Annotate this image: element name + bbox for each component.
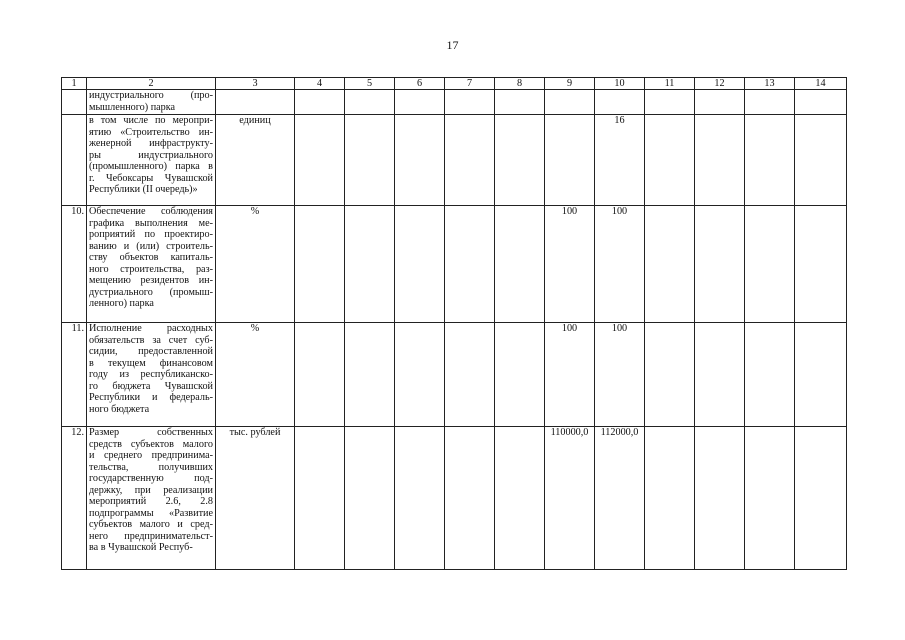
description-line: графика выполнения ме- [89,217,213,229]
value-cell-col-10: 16 [595,115,645,206]
value-cell-col-11 [645,115,695,206]
row-number [62,115,87,206]
description-line: ванию и (или) строитель- [89,240,213,252]
column-header-7: 7 [445,78,495,90]
description-line: ры индустриального [89,149,213,161]
description-line: ленного) парка [89,298,154,309]
value-cell-col-8 [495,427,545,570]
description-line: году из республиканско- [89,369,213,380]
indicator-description [87,206,216,323]
value-cell-col-4 [295,206,345,323]
description-line: субъектов малого и сред- [89,519,213,530]
value-cell-col-5 [345,115,395,206]
table-row [62,323,847,427]
unit-cell [216,90,295,115]
row-number: 12. [62,427,87,570]
table-row [62,427,847,570]
indicator-description [87,427,216,570]
table-row [62,115,847,206]
value-cell-col-6 [395,115,445,206]
value-cell-col-11 [645,206,695,323]
column-header-9: 9 [545,78,595,90]
value-cell-col-10: 112000,0 [595,427,645,570]
column-header-13: 13 [745,78,795,90]
unit-cell: % [216,323,295,427]
value-cell-col-9: 110000,0 [545,427,595,570]
row-number: 11. [62,323,87,427]
description-line: мероприятий 2.6, 2.8 [89,496,213,507]
column-header-4: 4 [295,78,345,90]
indicator-table [61,77,847,570]
value-cell-col-14 [795,206,847,323]
value-cell-col-13 [745,427,795,570]
column-header-12: 12 [695,78,745,90]
value-cell-col-6 [395,427,445,570]
description-line: го бюджета Чувашской [89,380,213,392]
description-line: государственную под- [89,473,213,484]
value-cell-col-12 [695,115,745,206]
value-cell-col-4 [295,90,345,115]
description-line: в текущем финансовом [89,357,213,369]
description-line: г. Чебоксары Чувашской [89,172,213,184]
column-header-11: 11 [645,78,695,90]
page-number: 17 [446,38,459,52]
table-row [62,206,847,323]
description-line: сидии, предоставленной [89,346,213,357]
description-line: держку, при реализации [89,484,213,496]
value-cell-col-10: 100 [595,206,645,323]
description-line: в том числе по меропри- [89,115,213,126]
value-cell-col-8 [495,323,545,427]
description-line: женерной инфраструкту- [89,138,213,149]
description-line: мещению резидентов ин- [89,275,213,286]
value-cell-col-7 [445,206,495,323]
value-cell-col-5 [345,90,395,115]
value-cell-col-8 [495,115,545,206]
column-header-6: 6 [395,78,445,90]
value-cell-col-7 [445,115,495,206]
value-cell-col-8 [495,90,545,115]
column-header-2: 2 [87,78,216,90]
value-cell-col-14 [795,427,847,570]
value-cell-col-5 [345,427,395,570]
table-header-row [62,78,847,90]
value-cell-col-14 [795,90,847,115]
unit-cell: % [216,206,295,323]
column-header-8: 8 [495,78,545,90]
description-line: дустриального (промыш- [89,286,213,298]
column-header-1: 1 [62,78,87,90]
column-header-14: 14 [795,78,847,90]
description-line: ятию «Строительство ин- [89,126,213,138]
description-line: мышленного) парка [89,101,176,113]
value-cell-col-4 [295,427,345,570]
description-line: тельства, получивших [89,461,213,473]
value-cell-col-9 [545,115,595,206]
value-cell-col-12 [695,206,745,323]
description-line: роприятий по проектиро- [89,229,213,240]
description-line: ного строительства, раз- [89,263,213,275]
description-line: обязательств за счет суб- [89,334,213,346]
description-line: и среднего предпринима- [89,450,213,461]
value-cell-col-14 [795,115,847,206]
table-row [62,90,847,115]
indicator-description [87,323,216,427]
description-line: Обеспечение соблюдения [89,206,213,217]
value-cell-col-12 [695,90,745,115]
value-cell-col-12 [695,427,745,570]
value-cell-col-13 [745,323,795,427]
value-cell-col-6 [395,90,445,115]
indicator-description [87,115,216,206]
value-cell-col-7 [445,427,495,570]
value-cell-col-8 [495,206,545,323]
value-cell-col-9: 100 [545,206,595,323]
value-cell-col-14 [795,323,847,427]
description-line: Республики (II очередь)» [89,184,198,195]
value-cell-col-7 [445,90,495,115]
indicator-description [87,90,216,115]
value-cell-col-10: 100 [595,323,645,427]
description-line: (промышленного) парка в [89,161,213,172]
description-line: средств субъектов малого [89,438,213,450]
value-cell-col-12 [695,323,745,427]
unit-cell: единиц [216,115,295,206]
value-cell-col-9: 100 [545,323,595,427]
description-line: ству объектов капиталь- [89,252,213,263]
unit-cell: тыс. рублей [216,427,295,570]
value-cell-col-13 [745,206,795,323]
row-number: 10. [62,206,87,323]
description-line: него предпринимательст- [89,530,213,542]
value-cell-col-6 [395,323,445,427]
value-cell-col-7 [445,323,495,427]
value-cell-col-4 [295,115,345,206]
value-cell-col-13 [745,115,795,206]
value-cell-col-6 [395,206,445,323]
description-line: ного бюджета [89,403,150,415]
description-line: Республики и федераль- [89,392,213,403]
row-number [62,90,87,115]
value-cell-col-9 [545,90,595,115]
column-header-5: 5 [345,78,395,90]
description-line: Исполнение расходных [89,323,213,334]
description-line: Размер собственных [89,427,213,438]
value-cell-col-11 [645,90,695,115]
column-header-10: 10 [595,78,645,90]
value-cell-col-5 [345,323,395,427]
value-cell-col-11 [645,323,695,427]
value-cell-col-11 [645,427,695,570]
value-cell-col-10 [595,90,645,115]
value-cell-col-4 [295,323,345,427]
column-header-3: 3 [216,78,295,90]
value-cell-col-5 [345,206,395,323]
description-line: ва в Чувашской Респуб- [89,542,193,553]
value-cell-col-13 [745,90,795,115]
description-line: индустриального (про- [89,90,213,101]
description-line: подпрограммы «Развитие [89,507,213,519]
